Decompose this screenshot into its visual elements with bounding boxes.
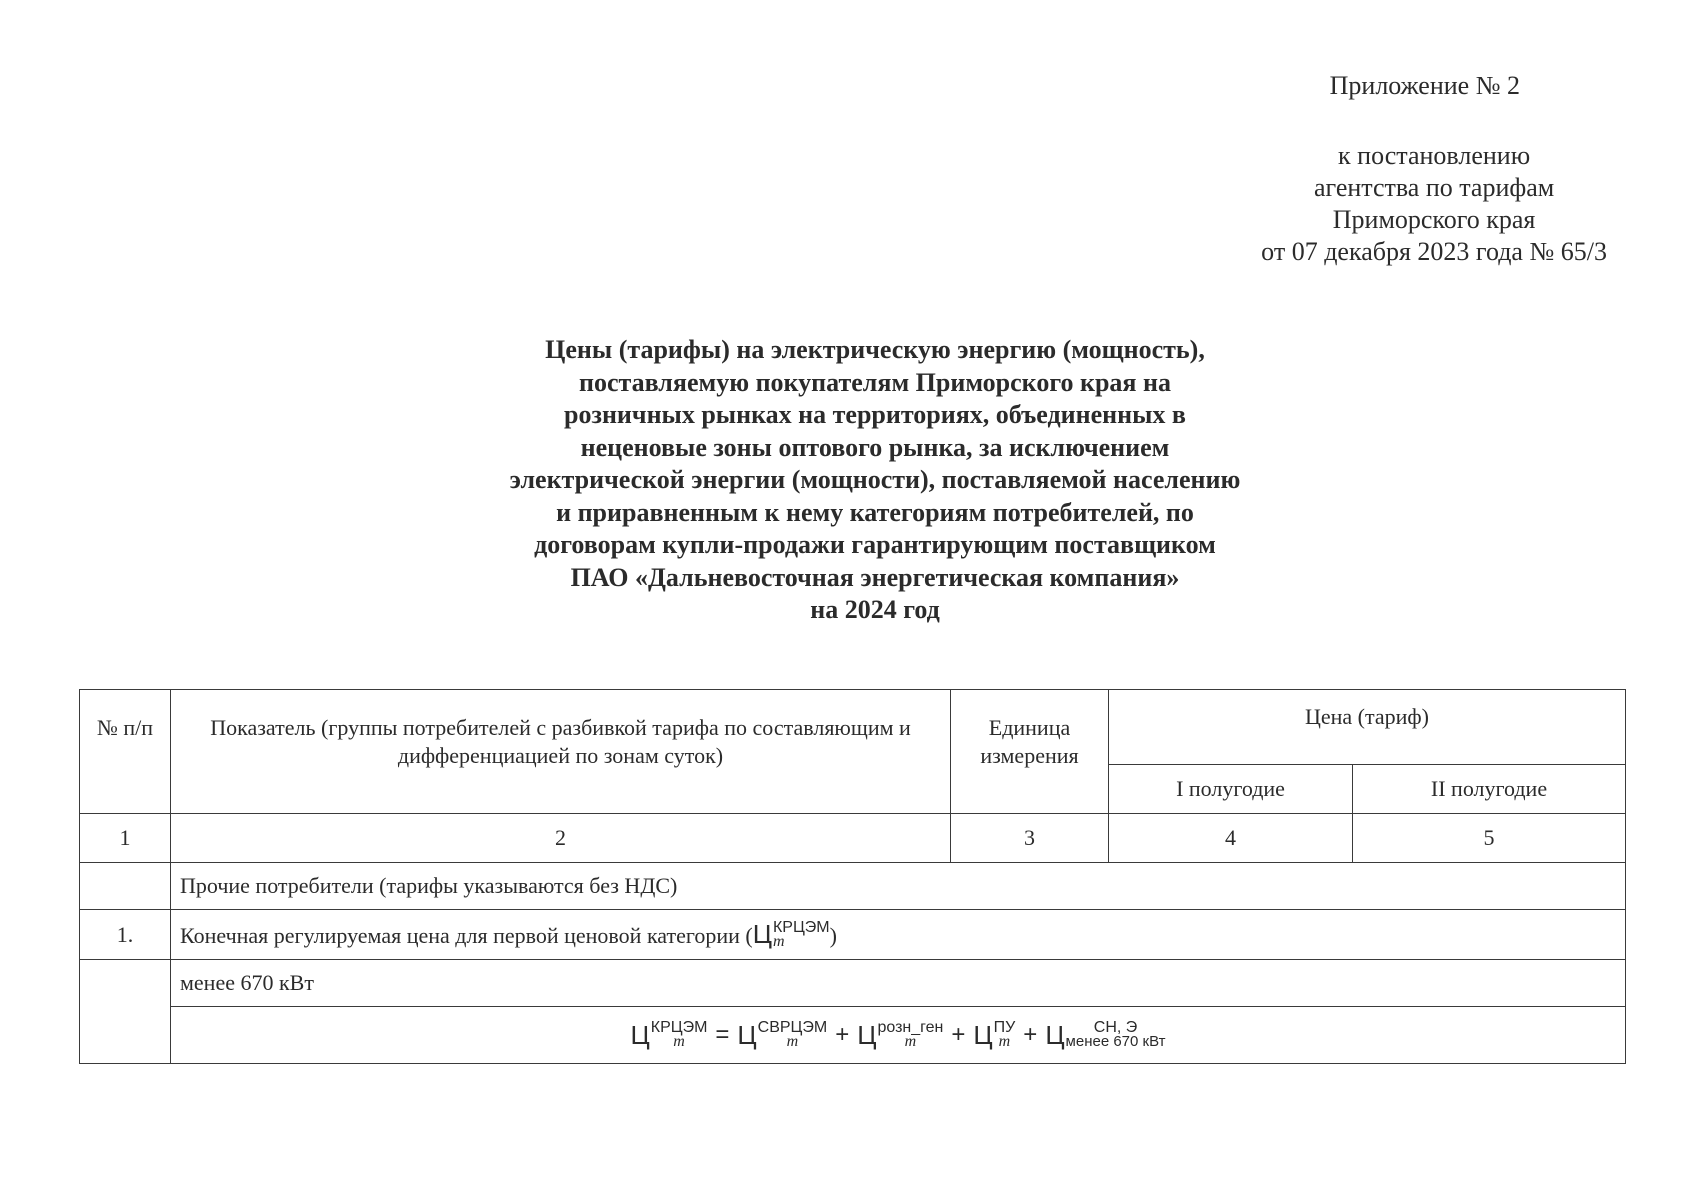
title-line: розничных рынках на территориях, объединенных в [564, 400, 1186, 429]
decree-line: агентства по тарифам [1313, 173, 1555, 202]
plus-sign: + [1023, 1021, 1038, 1048]
document-title [420, 334, 1330, 627]
decree-line: Приморского края [1332, 205, 1536, 234]
decree-reference [1261, 140, 1607, 268]
formula-term: Ц СВРЦЭМ m [737, 1019, 828, 1050]
item-label [171, 910, 1626, 960]
title-line: ПАО «Дальневосточная энергетическая компания» [570, 562, 1180, 592]
column-number-row [80, 814, 1626, 863]
column-number: 3 [951, 814, 1109, 863]
title-line: электрической энергии (мощности), поставляемой населению [509, 465, 1241, 494]
column-number: 5 [1353, 814, 1626, 863]
header-num: № п/п [80, 690, 171, 814]
subitem-label: менее 670 кВт [171, 960, 1626, 1007]
subitem-num-cell [80, 960, 171, 1064]
item-number: 1. [80, 910, 171, 960]
decree-line: от 07 декабря 2023 года № 65/3 [1261, 237, 1607, 266]
item-label-close: ) [829, 923, 837, 948]
decree-line: к постановлению [1338, 141, 1531, 170]
equals-sign: = [715, 1021, 730, 1048]
header-half-2: II полугодие [1353, 765, 1626, 814]
plus-sign: + [835, 1021, 850, 1048]
column-number: 1 [80, 814, 171, 863]
formula-cell [171, 1007, 1626, 1064]
title-line: и приравненным к нему категориям потребителей, по [556, 497, 1194, 527]
formula-term: Ц розн_ген m [857, 1019, 944, 1050]
header-indicator: Показатель (группы потребителей с разбивкой тарифа по составляющим и дифференциацией по зонам суток) [171, 690, 951, 814]
table-row [80, 1007, 1626, 1064]
title-line: неценовые зоны оптового рынка, за исключением [580, 432, 1170, 462]
title-line: на 2024 год [810, 595, 940, 624]
header-half-1: I полугодие [1109, 765, 1353, 814]
column-number: 4 [1109, 814, 1353, 863]
plus-sign: + [951, 1021, 966, 1048]
item-label-text: Конечная регулируемая цена для первой ценовой категории ( [180, 923, 753, 948]
appendix-number: Приложение № 2 [1329, 71, 1520, 100]
title-line: поставляемую покупателям Приморского края на [579, 367, 1171, 397]
formula-term: Ц ПУ m [973, 1019, 1016, 1050]
header-unit: Единица измерения [951, 690, 1109, 814]
column-number: 2 [171, 814, 951, 863]
tariff-table [79, 689, 1626, 1064]
table-row [80, 960, 1626, 1007]
group-num-cell [80, 863, 171, 910]
table-row [80, 910, 1626, 960]
title-line: Цены (тарифы) на электрическую энергию (мощность), [545, 335, 1205, 364]
price-formula [631, 1020, 1166, 1051]
title-line: договорам купли-продажи гарантирующим поставщиком [534, 530, 1216, 559]
header-price: Цена (тариф) [1109, 690, 1626, 765]
krcem-symbol: Ц КРЦЭМ m [752, 918, 830, 950]
formula-term: Ц СН, Э менее 670 кВт [1045, 1019, 1166, 1050]
group-label: Прочие потребители (тарифы указываются без НДС) [171, 863, 1626, 910]
table-row [80, 863, 1626, 910]
formula-term: Ц КРЦЭМ m [630, 1019, 708, 1050]
